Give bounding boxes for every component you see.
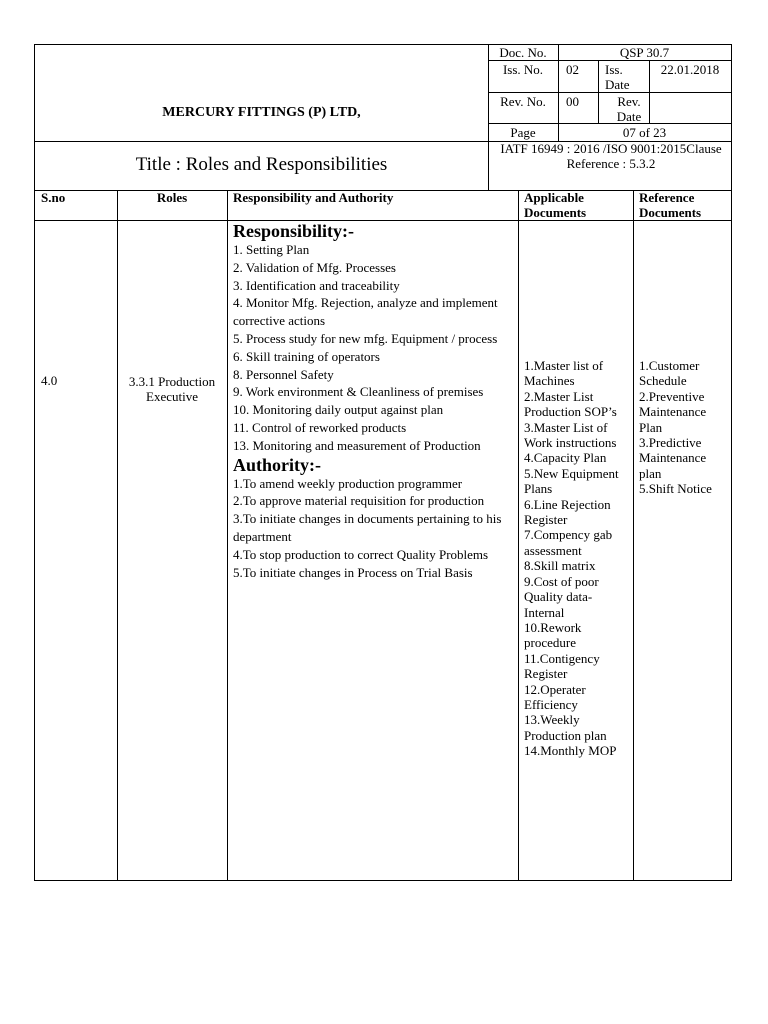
list-item: 10. Monitoring daily output against plan	[233, 402, 444, 418]
list-item: 2.Preventive Maintenance Plan	[639, 388, 707, 435]
column-header-responsibility: Responsibility and Authority	[233, 190, 394, 205]
list-item: 8. Personnel Safety	[233, 366, 334, 382]
list-item: 11.Contigency Register	[524, 650, 600, 682]
list-item: 6.Line Rejection Register	[524, 496, 611, 528]
list-item: 2.To approve material requisition for production	[233, 493, 485, 509]
column-divider	[227, 190, 228, 881]
list-item: 5. Process study for new mfg. Equipment / process	[233, 330, 498, 346]
rev-date-label: Rev. Date	[616, 94, 642, 124]
list-item: 1. Setting Plan	[233, 242, 310, 257]
responsibility-list	[233, 241, 515, 455]
list-item: 5.To initiate changes in Process on Trial Basis	[233, 564, 473, 580]
applicable-documents-cell	[524, 358, 632, 759]
list-item: 5.New Equipment Plans	[524, 465, 619, 497]
iss-no-label: Iss. No.	[502, 62, 544, 77]
list-item: 5.Shift Notice	[639, 481, 712, 497]
list-item: 3.Master List of Work instructions	[524, 419, 617, 451]
list-item: 9.Cost of poor Quality data-Internal	[524, 573, 599, 620]
list-item: 4. Monitor Mfg. Rejection, analyze and implement corrective actions	[233, 295, 498, 329]
list-item: 6. Skill training of operators	[233, 348, 380, 364]
reference-documents-cell	[639, 358, 731, 497]
reference-documents-list	[639, 358, 731, 497]
row-role: 3.3.1 Production Executive	[128, 374, 216, 404]
company-name: MERCURY FITTINGS (P) LTD,	[162, 105, 361, 120]
iss-date-value: 22.01.2018	[660, 62, 720, 77]
iss-date-label: Iss. Date	[605, 62, 630, 92]
column-header-roles: Roles	[156, 190, 188, 205]
info-row-line	[488, 92, 731, 93]
authority-list	[233, 475, 515, 582]
list-item: 3.To initiate changes in documents pertaining to his department	[233, 511, 502, 544]
page-title: Title : Roles and Responsibilities	[135, 154, 388, 175]
row-sno: 4.0	[41, 373, 58, 388]
list-item: 10.Rework procedure	[524, 619, 582, 651]
page-value: 07 of 23	[622, 125, 667, 140]
column-divider	[633, 190, 634, 881]
clause-reference: IATF 16949 : 2016 /ISO 9001:2015Clause Reference : 5.3.2	[500, 141, 722, 171]
iss-no-value: 02	[566, 62, 579, 77]
responsibility-heading: Responsibility:-	[233, 221, 355, 241]
list-item: 8.Skill matrix	[524, 558, 596, 574]
list-item: 7.Compency gab assessment	[524, 527, 613, 558]
column-divider	[518, 190, 519, 881]
list-item: 12.Operater Efficiency	[524, 681, 586, 712]
authority-heading: Authority:-	[233, 454, 321, 475]
list-item: 2.Master List Production SOP’s	[524, 388, 617, 420]
list-item: 3.Predictive Maintenance plan	[639, 435, 707, 481]
page-label: Page	[510, 125, 536, 140]
list-item: 2. Validation of Mfg. Processes	[233, 259, 396, 275]
rev-no-label: Rev. No.	[500, 94, 546, 109]
rev-no-value: 00	[566, 94, 579, 109]
list-item: 9. Work environment & Cleanliness of premises	[233, 384, 484, 400]
doc-no-value: QSP 30.7	[619, 45, 670, 60]
list-item: 1.To amend weekly production programmer	[233, 475, 463, 491]
list-item: 13.Weekly Production plan	[524, 712, 607, 743]
list-item: 1.Master list of Machines	[524, 358, 604, 389]
responsibility-cell	[233, 221, 515, 581]
info-inner-border	[598, 60, 599, 123]
list-item: 11. Control of reworked products	[233, 419, 407, 435]
column-header-applicable: Applicable Documents	[524, 190, 587, 220]
doc-no-label: Doc. No.	[499, 45, 547, 60]
list-item: 1.Customer Schedule	[639, 358, 700, 389]
list-item: 3. Identification and traceability	[233, 277, 400, 293]
document-page	[34, 44, 732, 881]
list-item: 4.Capacity Plan	[524, 450, 607, 466]
column-divider	[117, 190, 118, 881]
column-header-sno: S.no	[41, 190, 66, 205]
list-item: 4.To stop production to correct Quality Problems	[233, 546, 489, 562]
list-item: 13. Monitoring and measurement of Production	[233, 437, 481, 453]
applicable-documents-list	[524, 358, 632, 759]
column-header-reference: Reference Documents	[639, 190, 702, 220]
list-item: 14.Monthly MOP	[524, 743, 617, 759]
info-row-line	[488, 60, 731, 61]
